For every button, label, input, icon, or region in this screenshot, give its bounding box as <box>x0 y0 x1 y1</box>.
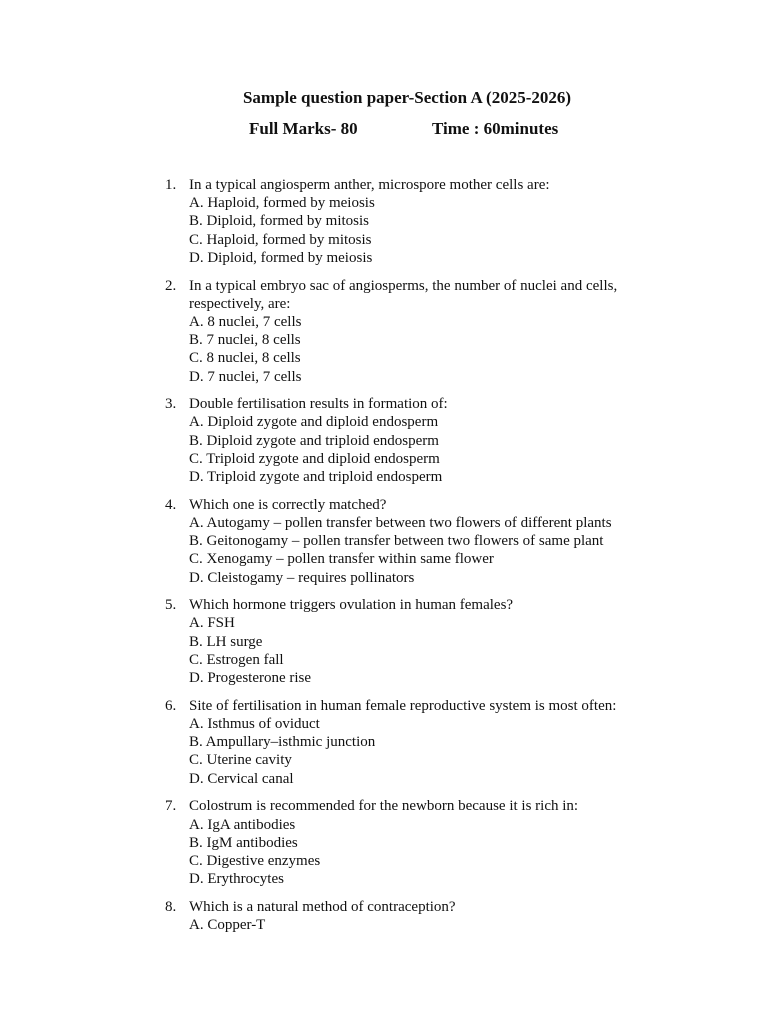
option-a: A. Haploid, formed by meiosis <box>189 195 375 212</box>
question-6 <box>0 697 768 788</box>
option-c: C. Estrogen fall <box>189 651 284 668</box>
option-b: B. LH surge <box>189 633 263 650</box>
question-list <box>0 176 768 944</box>
question-number: 8. <box>165 898 177 915</box>
question-3 <box>0 395 768 486</box>
question-4 <box>0 496 768 587</box>
question-text: Which is a natural method of contraception? <box>189 898 456 915</box>
question-number: 7. <box>165 798 177 815</box>
question-number: 4. <box>165 496 177 513</box>
option-c: C. Uterine cavity <box>189 752 292 769</box>
question-5 <box>0 596 768 687</box>
option-a: A. Copper-T <box>189 917 266 934</box>
option-d: D. Diploid, formed by meiosis <box>189 249 373 266</box>
option-b: B. Diploid, formed by mitosis <box>189 213 369 230</box>
option-c: C. 8 nuclei, 8 cells <box>189 350 301 367</box>
question-text: Site of fertilisation in human female reproductive system is most often: <box>189 697 617 714</box>
question-number: 2. <box>165 277 177 294</box>
question-number: 6. <box>165 697 177 714</box>
option-c: C. Haploid, formed by mitosis <box>189 231 372 248</box>
option-a: A. Isthmus of oviduct <box>189 715 320 732</box>
time-allowed: Time : 60minutes <box>432 119 559 138</box>
option-b: B. 7 nuclei, 8 cells <box>189 332 301 349</box>
question-7 <box>0 797 768 888</box>
full-marks: Full Marks- 80 <box>249 119 358 138</box>
option-d: D. Cleistogamy – requires pollinators <box>189 569 415 586</box>
option-b: B. Diploid zygote and triploid endosperm <box>189 432 439 449</box>
question-1 <box>0 176 768 267</box>
question-text: Which one is correctly matched? <box>189 496 387 513</box>
question-8 <box>0 898 768 934</box>
question-number: 3. <box>165 396 177 413</box>
question-number: 1. <box>165 177 177 193</box>
question-text: Colostrum is recommended for the newborn because it is rich in: <box>189 798 579 815</box>
option-a: A. Diploid zygote and diploid endosperm <box>189 414 439 431</box>
option-d: D. Cervical canal <box>189 770 294 787</box>
question-text: Double fertilisation results in formation of: <box>189 396 448 413</box>
option-d: D. Progesterone rise <box>189 670 312 687</box>
option-a: A. FSH <box>189 615 235 632</box>
option-d: D. 7 nuclei, 7 cells <box>189 368 302 385</box>
option-c: C. Xenogamy – pollen transfer within same flower <box>189 551 494 568</box>
option-a: A. IgA antibodies <box>189 816 296 833</box>
paper-title: Sample question paper-Section A (2025-2026) <box>242 88 572 107</box>
option-d: D. Erythrocytes <box>189 871 284 888</box>
question-2 <box>0 277 768 386</box>
question-text: Which hormone triggers ovulation in human females? <box>189 597 514 614</box>
option-b: B. Ampullary–isthmic junction <box>189 734 376 751</box>
option-a: A. 8 nuclei, 7 cells <box>189 313 302 330</box>
option-b: B. Geitonogamy – pollen transfer between two flowers of same plant <box>189 533 604 550</box>
question-text: In a typical angiosperm anther, microspore mother cells are: <box>189 177 550 193</box>
option-b: B. IgM antibodies <box>189 834 298 851</box>
question-number: 5. <box>165 597 177 614</box>
option-d: D. Triploid zygote and triploid endosperm <box>189 469 443 486</box>
question-text: In a typical embryo sac of angiosperms, the number of nuclei and cells, respectively, are: <box>189 277 618 312</box>
option-c: C. Digestive enzymes <box>189 852 321 869</box>
option-a: A. Autogamy – pollen transfer between two flowers of different plants <box>189 514 612 531</box>
option-c: C. Triploid zygote and diploid endosperm <box>189 450 440 467</box>
